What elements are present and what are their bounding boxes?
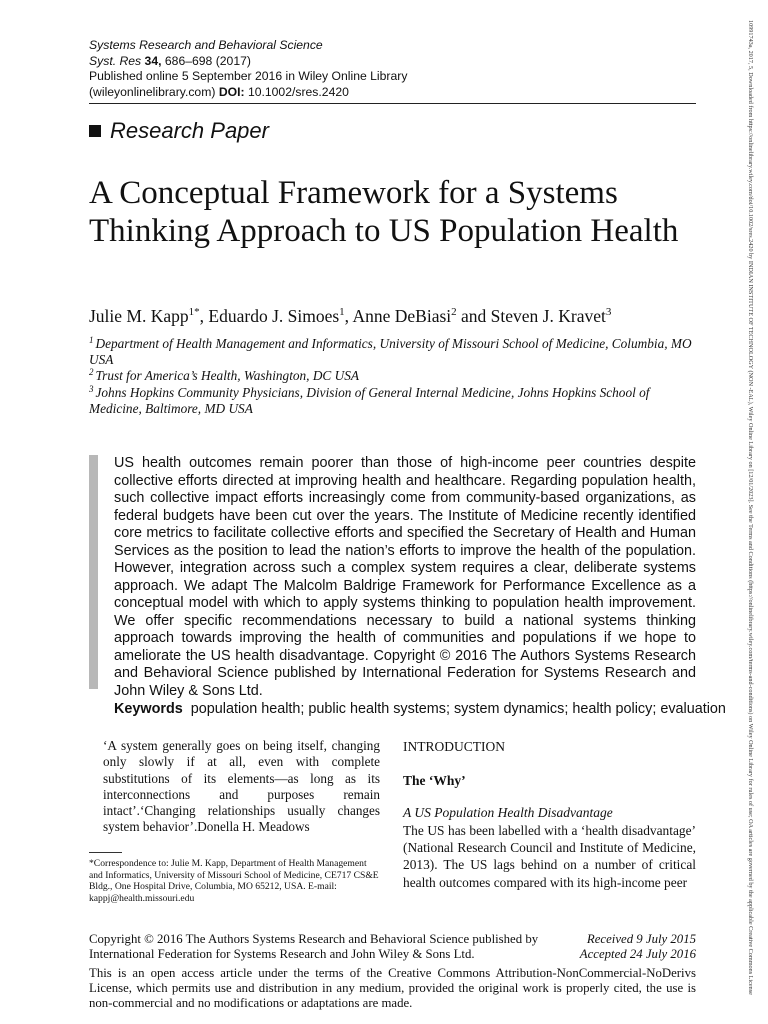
- journal-header: [89, 38, 709, 100]
- paper-title: A Conceptual Framework for a Systems Thinking Approach to US Population Health: [89, 175, 679, 249]
- download-side-note: 10991743a, 2017, 5, Downloaded from https://onlinelibrary.wiley.com/doi/10.1002/sres.2420 by INDIAN INSTITUTE OF TECHNOLOGY (NON -EAL), Wiley Online Library on [12/01/2023]. See the Terms and Conditions (https://onlinelibrary.wiley.com/terms-and-conditions) on Wiley Online Library for rules of use; OA articles are governed by the applicable Creative Commons License: [747, 20, 754, 995]
- received-date: Received 9 July 2015: [586, 932, 696, 946]
- copyright-notice: Copyright © 2016 The Authors Systems Research and Behavioral Science published by International Federation for Systems Research and John Wiley & Sons Ltd.: [89, 932, 539, 961]
- journal-citation: [89, 54, 709, 70]
- author-separator: ,: [344, 306, 353, 326]
- author-separator: and: [456, 306, 491, 326]
- section-label: [89, 118, 269, 144]
- author-name: Anne DeBiasi: [352, 306, 452, 326]
- journal-site: (wileyonlinelibrary.com): [89, 84, 216, 99]
- author-affiliation-marker: 3: [605, 306, 612, 318]
- doi-link[interactable]: 10.1002/sres.2420: [247, 84, 349, 99]
- author-separator: ,: [199, 306, 209, 326]
- keywords-list: population health; public health systems; system dynamics; health policy; evaluation: [190, 701, 726, 717]
- header-divider: [89, 103, 696, 104]
- introduction-text: The US has been labelled with a ‘health disadvantage’ (National Research Council and Institute of Medicine, 2013). The US lags behind on a number of critical health outcomes compared with its high-income peer: [403, 823, 696, 890]
- accepted-date: Accepted 24 July 2016: [579, 947, 696, 961]
- journal-volume: 34,: [144, 53, 162, 68]
- affiliations: [89, 336, 699, 417]
- license-notice: This is an open access article under the terms of the Creative Commons Attribution-NonCommercial-NoDerivs License, which permits use and distribution in any medium, provided the original work is properly cited, the use is non-commercial and no modifications or adaptations are made.: [89, 966, 696, 1010]
- epigraph: ‘A system generally goes on being itself, changing only slowly if at all, even with complete substitutions of its elements—as long as its interconnections and purposes remain intact’.‘Changing relationships usually changes system behavior’.Donella H. Meadows: [103, 738, 380, 835]
- keywords-label: Keywords: [114, 701, 183, 717]
- author-name: Eduardo J. Simoes: [208, 306, 340, 326]
- journal-pages: 686–698 (2017): [164, 53, 251, 68]
- keywords: [114, 701, 726, 717]
- affiliation-number: 1: [89, 335, 94, 345]
- affiliation-text: Trust for America’s Health, Washington, DC USA: [95, 368, 360, 384]
- journal-abbrev: Syst. Res: [89, 53, 142, 68]
- affiliation-number: 2: [89, 367, 94, 378]
- affiliation-item: [89, 385, 699, 417]
- affiliation-number: 3: [89, 383, 94, 394]
- journal-name: Systems Research and Behavioral Science: [89, 38, 323, 52]
- affiliation-text: Department of Health Management and Informatics, University of Missouri School of Medicine, Columbia, MO USA: [89, 336, 692, 368]
- abstract-side-bar: [89, 455, 98, 689]
- author-affiliation-marker: 1: [339, 306, 345, 318]
- introduction-heading: INTRODUCTION: [403, 739, 505, 754]
- affiliation-item: [89, 368, 699, 384]
- author-affiliation-marker: 1*: [188, 306, 200, 318]
- journal-doi-line: [89, 85, 709, 101]
- subsection-heading: A US Population Health Disadvantage: [403, 805, 613, 820]
- article-dates: [570, 932, 696, 962]
- author-list: [89, 306, 709, 327]
- abstract: US health outcomes remain poorer than those of high-income peer countries despite collective efforts directed at improving health and healthcare. Regarding population health, such collective impact efforts increasingly come from community-based organizations, as federal budgets have been cut over the years. The Institute of Medicine recently identified core metrics to facilitate collective efforts and specified the Secretary of Health and Human Services as the position to lead the nation’s efforts to improve the health of the population. However, integration across such a complex system requires a clear, deliberate systems approach. We adapt The Malcolm Baldrige Framework for Performance Excellence as a conceptual model with which to apply systems thinking to population health improvement. We offer specific recommendations necessary to build a national systems thinking approach towards improving the health of communities and populations if we hope to ameliorate the US health disadvantage. Copyright © 2016 The Authors Systems Research and Behavioral Science published by International Federation for Systems Research and John Wiley & Sons Ltd.: [114, 455, 696, 699]
- section-label-text: Research Paper: [110, 118, 269, 143]
- author-name: Julie M. Kapp: [89, 306, 189, 326]
- doi-label: DOI:: [218, 84, 245, 99]
- why-heading: The ‘Why’: [403, 773, 466, 788]
- author-affiliation-marker: 2: [451, 306, 457, 318]
- affiliation-item: [89, 336, 699, 368]
- footnote-divider: [89, 852, 122, 853]
- square-bullet-icon: [89, 125, 101, 137]
- correspondence-footnote: *Correspondence to: Julie M. Kapp, Department of Health Management and Informatics, University of Missouri School of Medicine, CE717 CS&E Bldg., One Hospital Drive, Columbia, MO 65212, USA. E-mail: kappj@health.missouri.edu: [89, 858, 379, 904]
- author-name: Steven J. Kravet: [490, 306, 606, 326]
- affiliation-text: Johns Hopkins Community Physicians, Division of General Internal Medicine, Johns Hopkins School of Medicine, Baltimore, MD USA: [89, 384, 650, 416]
- journal-published: Published online 5 September 2016 in Wiley Online Library: [89, 69, 408, 83]
